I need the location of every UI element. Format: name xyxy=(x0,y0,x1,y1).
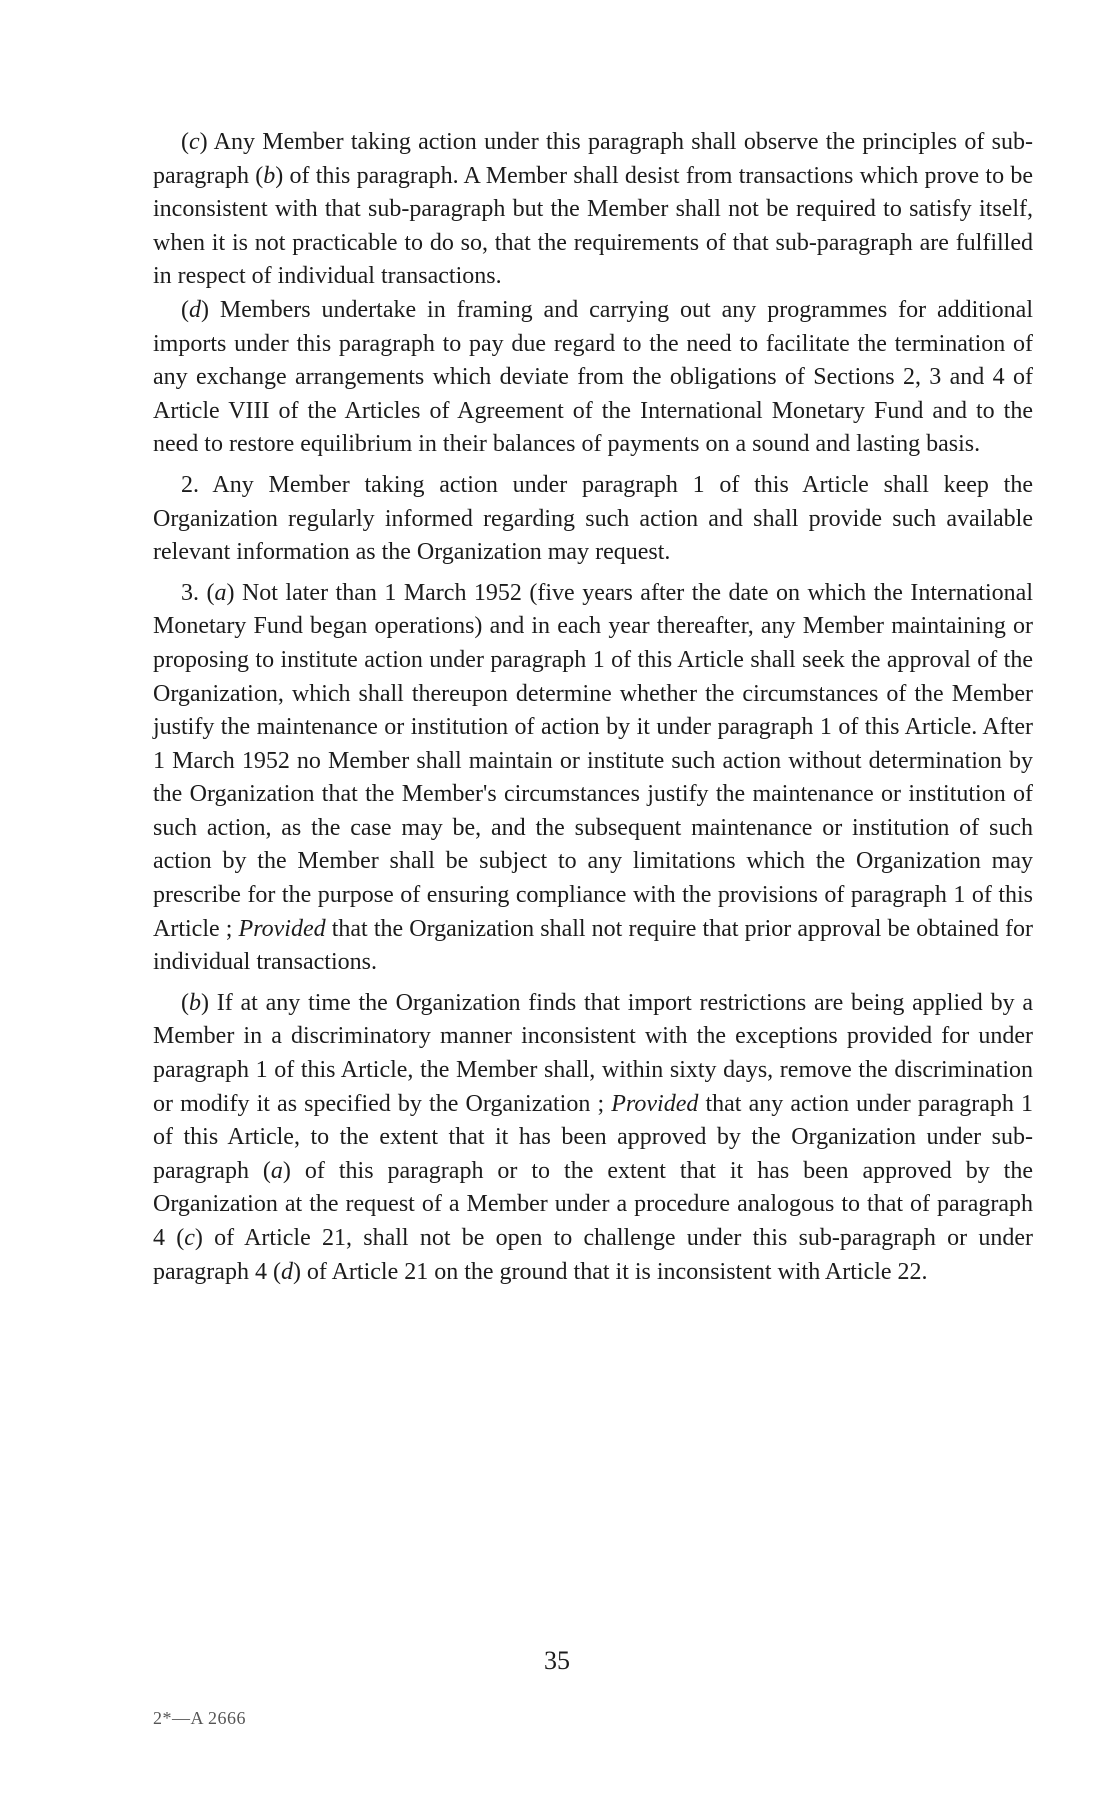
paragraph-3a-label: a xyxy=(214,579,227,606)
paragraph-d xyxy=(153,294,1033,462)
paragraph-3b-provided: Provided xyxy=(611,1090,699,1117)
paragraph-c xyxy=(153,126,1033,294)
paragraph-d-lead: ( xyxy=(181,296,189,323)
paragraph-2-text: 2. Any Member taking action under paragraph 1 of this Article shall keep the Organization regularly informed regarding such action and shall provide such available relevant information as the Organization may request. xyxy=(153,471,1033,566)
paragraph-3a xyxy=(153,577,1033,980)
printer-mark: 2*—A 2666 xyxy=(153,1708,247,1728)
paragraph-3b-text: ) If at any time the Organization finds that import restrictions are being applied by a Member in a discriminatory manner inconsistent with the exceptions provided for under paragraph 1 of this Article, the Member shall, within sixty days, remove the discrimination or modify it as specified by the Organization ; xyxy=(153,989,1033,1117)
paragraph-3b xyxy=(153,987,1033,1289)
paragraph-c-lead: ( xyxy=(181,129,189,155)
paragraph-3a-text-cont: that the Organization shall not require that prior approval be obtained for individual transactions. xyxy=(153,915,1033,976)
paragraph-3b-ref-d: d xyxy=(280,1258,293,1285)
paragraph-3a-provided: Provided xyxy=(238,915,326,942)
paragraph-3b-ref-c: c xyxy=(184,1225,195,1251)
paragraph-3b-text-3: ) of this paragraph or to the extent that it has been approved by the Organization at the request of a Member under a procedure analogous to that of paragraph 4 ( xyxy=(153,1157,1034,1251)
paragraph-c-text-cont: ) of this paragraph. A Member shall desist from transactions which prove to be inconsistent with that sub-paragraph but the Member shall not be required to satisfy itself, when it is not practicable to do so, that the requirements of that sub-paragraph are fulfilled in respect of individual transactions. xyxy=(153,162,1033,290)
paragraph-3a-lead: 3. ( xyxy=(181,579,215,606)
paragraph-3b-text-5: ) of Article 21 on the ground that it is inconsistent with Article 22. xyxy=(292,1258,928,1285)
paragraph-3b-lead: ( xyxy=(181,989,189,1016)
paragraph-3a-text: ) Not later than 1 March 1952 (five years after the date on which the International Monetary Fund began operations) and in each year thereafter, any Member maintaining or proposing to institute action under paragraph 1 of this Article shall seek the approval of the Organization, which shall thereupon determine whether the circumstances of the Member justify the maintenance or institution of action by it under paragraph 1 of this Article. After 1 March 1952 no Member shall maintain or institute such action without determination by the Organization that the Member's circumstances justify the maintenance or institution of such action, as the case may be, and the subsequent maintenance or institution of such action by the Member shall be subject to any limitations which the Organization may prescribe for the purpose of ensuring compliance with the provisions of paragraph 1 of this Article ; xyxy=(153,579,1034,942)
paragraph-d-label: d xyxy=(189,296,201,323)
page-number: 35 xyxy=(544,1646,570,1675)
paragraph-c-label: c xyxy=(189,129,200,155)
paragraph-2 xyxy=(153,469,1033,570)
paragraph-3b-text-4: ) of Article 21, shall not be open to challenge under this sub-paragraph or under paragraph 4 ( xyxy=(153,1225,1034,1285)
paragraph-c-text: ) Any Member taking action under this paragraph shall observe the principles of sub-paragraph ( xyxy=(153,129,1033,189)
paragraph-c-ref-label: b xyxy=(263,162,276,189)
paragraph-3b-label: b xyxy=(189,989,201,1016)
paragraph-3b-text-2: that any action under paragraph 1 of this Article, to the extent that it has been approved by the Organization under sub-paragraph ( xyxy=(153,1090,1033,1184)
document-page xyxy=(153,126,1033,1289)
paragraph-3b-ref-a: a xyxy=(270,1157,283,1184)
paragraph-d-text: ) Members undertake in framing and carrying out any programmes for additional imports under this paragraph to pay due regard to the need to facilitate the termination of any exchange arrangements which deviate from the obligations of Sections 2, 3 and 4 of Article VIII of the Articles of Agreement of the International Monetary Fund and to the need to restore equilibrium in their balances of payments on a sound and lasting basis. xyxy=(153,296,1033,458)
